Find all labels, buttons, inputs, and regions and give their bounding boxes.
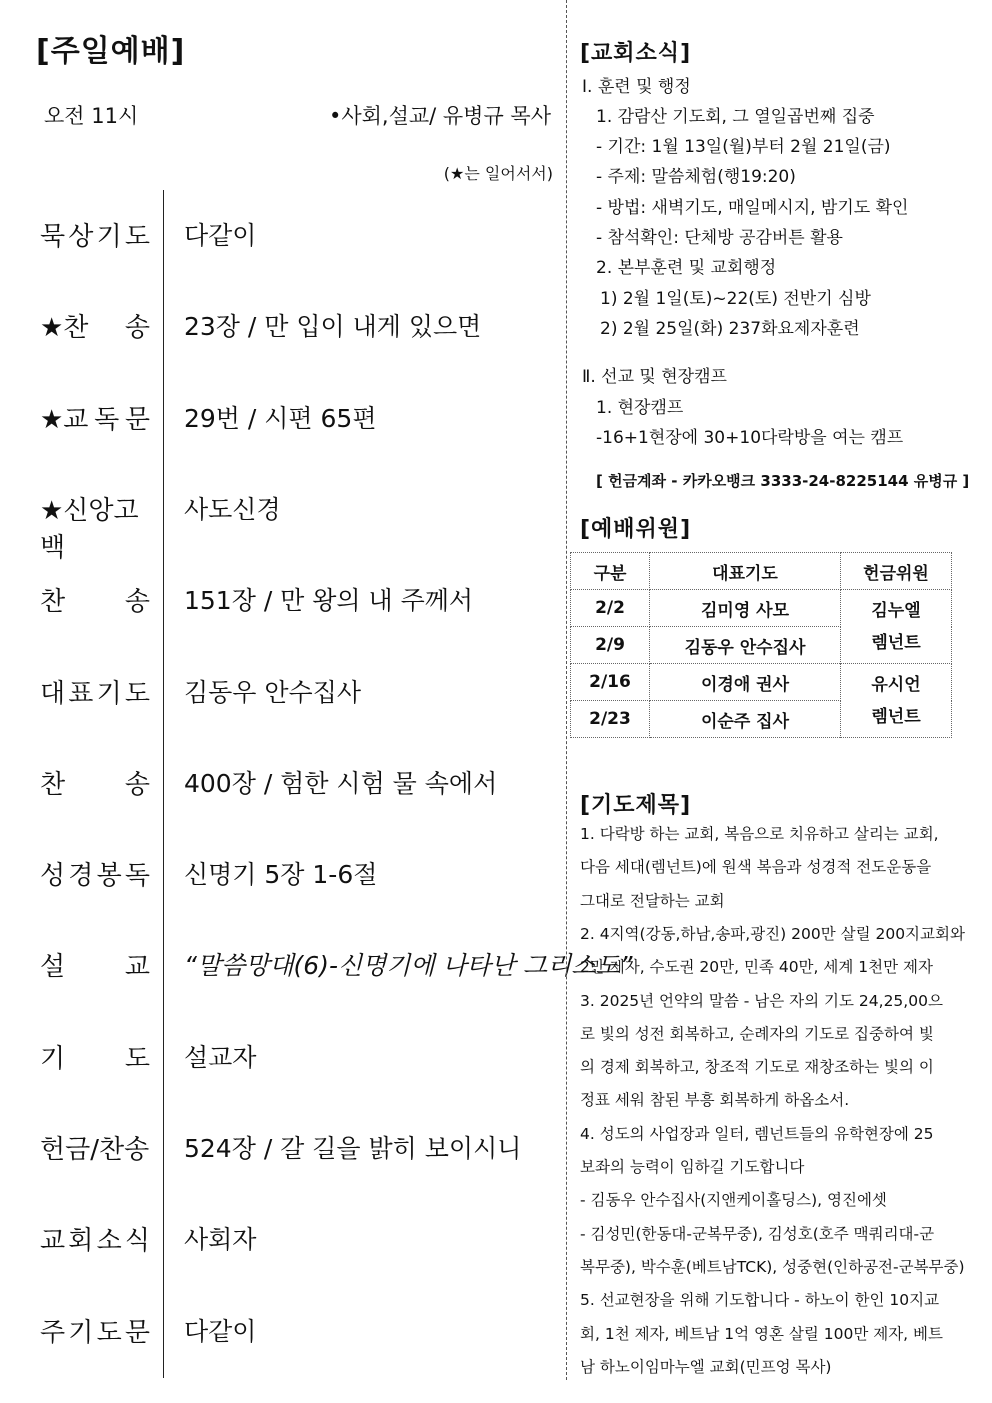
row-prayer: 김동우 안수집사 <box>650 627 841 664</box>
order-label <box>40 946 150 983</box>
prayer-item: 의 경제 회복하고, 창조적 기도로 재창조하는 빛의 이 <box>580 1058 934 1077</box>
order-content: 사도신경 <box>184 494 281 524</box>
order-label <box>40 399 150 436</box>
offering-account: [ 헌금계좌 - 카카오뱅크 3333-24-8225144 유병규 ] <box>596 472 970 490</box>
order-label-char: ★신앙고백 <box>40 495 139 563</box>
news-item: - 기간: 1월 13일(월)부터 2월 21일(금) <box>596 137 891 157</box>
order-label <box>40 581 150 618</box>
order-label-char: 기 <box>40 1043 66 1074</box>
order-row <box>0 399 565 439</box>
header-date: 구분 <box>571 553 650 590</box>
row-prayer: 이순주 집사 <box>650 701 841 738</box>
row-date: 2/23 <box>571 701 650 738</box>
order-label-char: 설 <box>40 952 66 983</box>
order-row <box>0 1129 565 1169</box>
order-label-char: 기 <box>96 678 122 709</box>
order-content: 신명기 5장 1-6절 <box>184 860 378 890</box>
offering-cell <box>841 590 952 664</box>
order-label <box>40 307 150 344</box>
order-label-char: 식 <box>124 1226 150 1257</box>
news-item: 1. 감람산 기도회, 그 열일곱번째 집중 <box>596 107 875 127</box>
header-offering: 헌금위원 <box>841 553 952 590</box>
order-content: 29번 / 시편 65편 <box>184 403 377 433</box>
order-label <box>40 855 150 892</box>
standing-note: (★는 일어서서) <box>443 164 553 183</box>
prayer-item: 회, 1천 제자, 베트남 1억 영혼 살릴 100만 제자, 베트 <box>580 1324 943 1343</box>
row-date: 2/2 <box>571 590 650 627</box>
prayer-item: 5. 선교현장을 위해 기도합니다 - 하노이 한인 10지교 <box>580 1291 940 1310</box>
row-prayer: 이경애 권사 <box>650 664 841 701</box>
news-item: 2. 본부훈련 및 교회행정 <box>596 258 777 278</box>
prayer-item: 2. 4지역(강동,하남,송파,광진) 200만 살릴 200지교회와 <box>580 924 965 943</box>
order-row <box>0 946 633 986</box>
order-label-char: 소 <box>96 1226 122 1257</box>
order-label-char: 독 <box>124 861 150 892</box>
order-content: “말씀망대(6)-신명기에 나타난 그리스도” <box>184 951 633 981</box>
offering-group: 렘넌트 <box>871 706 921 727</box>
sidebar-column <box>570 0 992 1403</box>
order-label-char: 문 <box>124 1317 150 1348</box>
order-label-char: 도 <box>124 1043 150 1074</box>
table-row <box>571 590 952 627</box>
order-row <box>0 581 565 621</box>
service-time: 오전 11시 <box>44 104 139 128</box>
offering-name: 유시언 <box>871 674 921 695</box>
order-content: 다같이 <box>184 1316 257 1346</box>
news-item: - 주제: 말씀체험(행19:20) <box>596 167 796 187</box>
order-label-char: 기 <box>68 1317 94 1348</box>
order-label <box>40 764 150 801</box>
news-item: 1) 2월 1일(토)~22(토) 전반기 심방 <box>600 289 871 309</box>
order-row <box>0 216 565 256</box>
order-label-char: 봉 <box>96 861 122 892</box>
order-label-char: 송 <box>124 769 150 800</box>
row-date: 2/16 <box>571 664 650 701</box>
order-label-char: 찬 <box>40 769 66 800</box>
order-label <box>40 1038 150 1075</box>
order-label-char: ★교 <box>40 404 89 435</box>
order-content: 다같이 <box>184 221 257 250</box>
prayer-item: 3. 2025년 언약의 말씀 - 남은 자의 기도 24,25,00으 <box>580 991 943 1010</box>
order-row <box>0 307 565 347</box>
order-label-char: 도 <box>96 1317 122 1348</box>
order-label <box>40 216 150 253</box>
table-row <box>571 664 952 701</box>
worship-title: [주일예배] <box>36 34 186 69</box>
offering-group: 렘넌트 <box>871 632 921 653</box>
column-divider <box>566 0 567 1380</box>
news-item: Ⅱ. 선교 및 현장캠프 <box>582 367 727 387</box>
order-label-char: 도 <box>124 678 150 709</box>
order-label-char: 도 <box>124 222 150 252</box>
news-item: - 참석확인: 단체방 공감버튼 활용 <box>596 228 843 248</box>
order-label-char: 교 <box>124 952 150 983</box>
order-label <box>40 673 150 710</box>
order-label-char: 기 <box>96 222 122 252</box>
order-label <box>40 1220 150 1257</box>
order-label <box>40 490 150 564</box>
prayer-item: 복무중), 박수훈(베트남TCK), 성중현(인하공전-군복무중) <box>580 1257 965 1276</box>
prayer-item: 그대로 전달하는 교회 <box>580 891 725 910</box>
order-label-char: 주 <box>40 1317 66 1348</box>
order-content: 23장 / 만 입이 내게 있으면 <box>184 312 482 342</box>
news-item: -16+1현장에 30+10다락방을 여는 캠프 <box>596 428 904 448</box>
order-label <box>40 1312 150 1349</box>
order-content: 151장 / 만 왕의 내 주께서 <box>184 586 474 616</box>
offering-name: 김누엘 <box>871 600 921 621</box>
prayer-item: 2만 제자, 수도권 20만, 민족 40만, 세계 1천만 제자 <box>580 958 933 977</box>
header-prayer: 대표기도 <box>650 553 841 590</box>
order-content: 김동우 안수집사 <box>184 677 361 707</box>
order-row <box>0 490 565 563</box>
prayer-item: - 김성민(한동대-군복무중), 김성호(호주 맥쿼리대-군 <box>580 1224 935 1243</box>
order-row <box>0 855 565 895</box>
order-label-char: 경 <box>68 861 94 892</box>
order-content: 설교자 <box>184 1042 257 1072</box>
news-item: Ⅰ. 훈련 및 행정 <box>582 77 691 97</box>
order-label-char: 찬 <box>40 587 66 618</box>
order-row <box>0 1038 565 1078</box>
news-item: 1. 현장캠프 <box>596 398 684 418</box>
news-title: [교회소식] <box>580 41 692 66</box>
service-leader: •사회,설교/ 유병규 목사 <box>328 104 551 128</box>
order-label <box>40 1129 150 1166</box>
prayer-item: - 김동우 안수집사(지앤케이홀딩스), 영진에셋 <box>580 1191 887 1210</box>
order-label-char: 문 <box>124 404 150 435</box>
row-prayer: 김미영 사모 <box>650 590 841 627</box>
order-label-char: 송 <box>124 587 150 618</box>
prayer-item: 로 빛의 성전 회복하고, 순례자의 기도로 집중하여 빛 <box>580 1024 934 1043</box>
prayer-item: 1. 다락방 하는 교회, 복음으로 치유하고 살리는 교회, <box>580 825 939 843</box>
order-label-char: 표 <box>68 678 94 709</box>
committee-title: [예배위원] <box>580 517 692 542</box>
prayer-item: 정표 세워 참된 부흥 회복하게 하옵소서. <box>580 1091 850 1110</box>
order-content: 524장 / 갈 길을 밝히 보이시니 <box>184 1134 522 1163</box>
order-label-char: 회 <box>68 1226 94 1257</box>
prayer-title: [기도제목] <box>580 793 692 818</box>
offering-cell <box>841 664 952 738</box>
order-label-char: 성 <box>40 861 66 892</box>
prayer-item: 남 하노이임마누엘 교회(민프엉 목사) <box>580 1357 832 1376</box>
prayer-item: 보좌의 능력이 임하길 기도합니다 <box>580 1158 805 1176</box>
prayer-item: 다음 세대(렘넌트)에 원색 복음과 성경적 전도운동을 <box>580 858 932 877</box>
news-item: - 방법: 새벽기도, 매일메시지, 밤기도 확인 <box>596 198 909 218</box>
order-content: 400장 / 험한 시험 물 속에서 <box>184 768 498 798</box>
prayer-item: 4. 성도의 사업장과 일터, 렘넌트들의 유학현장에 25 <box>580 1124 934 1143</box>
order-label-char: 송 <box>124 313 150 344</box>
committee-table <box>570 552 952 738</box>
row-date: 2/9 <box>571 627 650 664</box>
order-label-char: 헌금/찬송 <box>40 1135 150 1165</box>
order-row <box>0 673 565 713</box>
order-content: 사회자 <box>184 1225 257 1255</box>
order-label-char: 교 <box>40 1226 66 1257</box>
order-label-char: ★찬 <box>40 313 89 344</box>
order-row <box>0 1220 565 1260</box>
order-label-char: 묵 <box>40 222 66 252</box>
news-item: 2) 2월 25일(화) 237화요제자훈련 <box>600 319 860 339</box>
order-row <box>0 1312 565 1352</box>
order-row <box>0 764 565 804</box>
order-label-char: 대 <box>40 678 66 709</box>
order-label-char: 독 <box>94 404 120 435</box>
order-label-char: 상 <box>68 222 94 252</box>
table-header-row <box>571 553 952 590</box>
